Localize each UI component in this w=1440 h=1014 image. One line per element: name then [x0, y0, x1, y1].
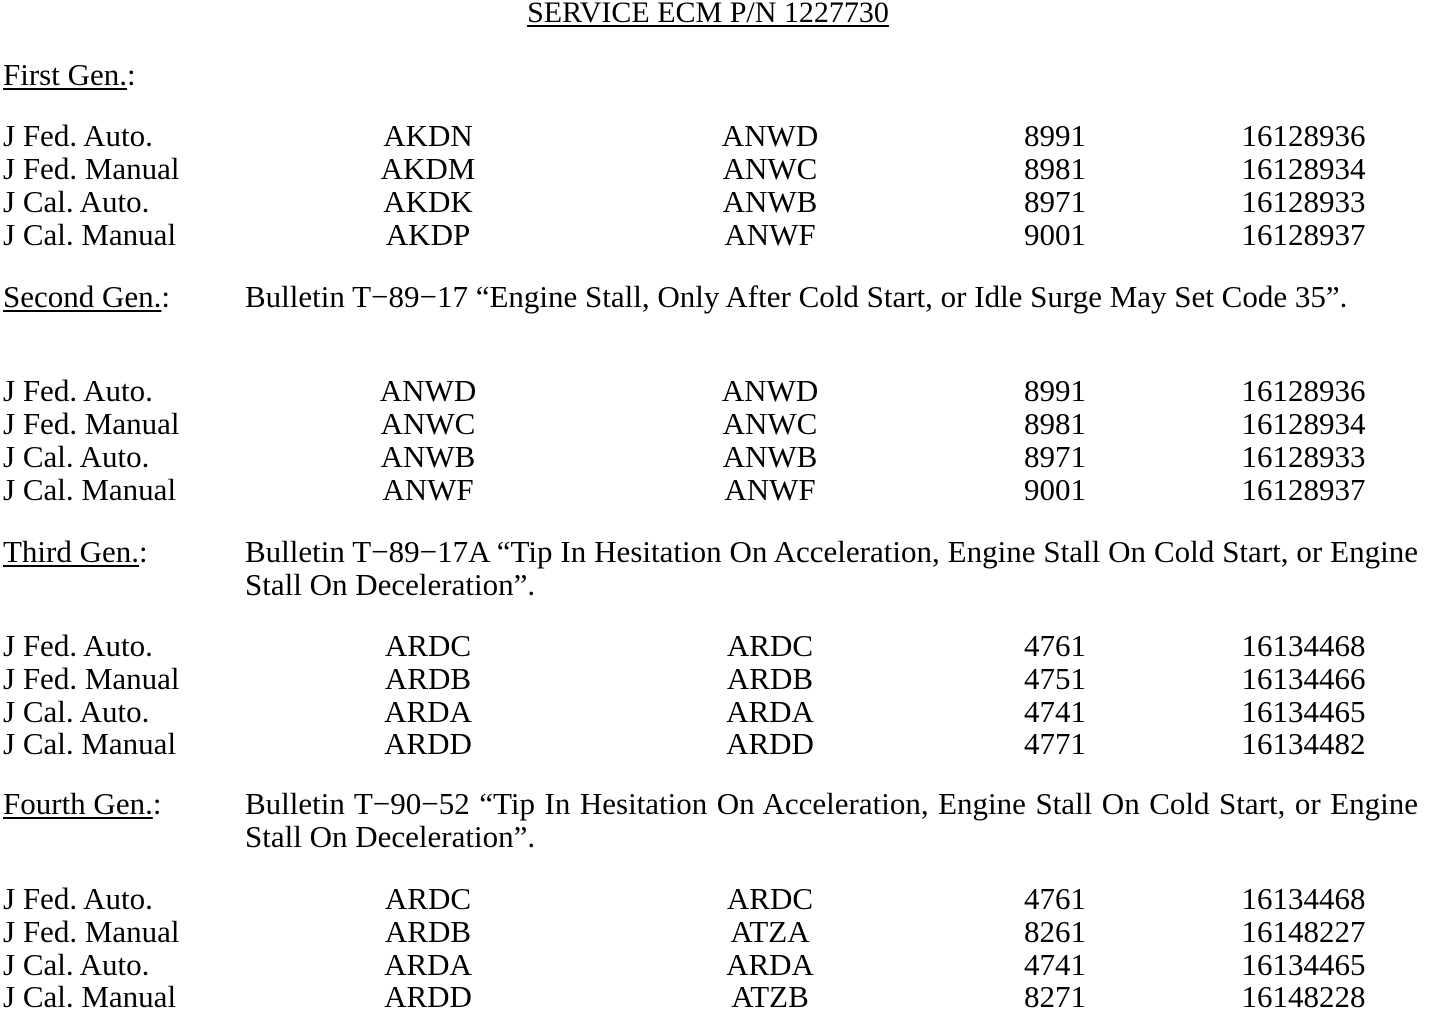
part-number-cell: 16128934	[1241, 151, 1366, 186]
number-cell: 8261	[1024, 914, 1086, 949]
table-row	[0, 695, 1440, 728]
model-cell: J Fed. Manual	[3, 914, 180, 949]
number-cell: 8991	[1024, 118, 1086, 153]
code-cell: AKDM	[380, 151, 476, 186]
model-cell: J Fed. Manual	[3, 406, 180, 441]
code-cell: ANWB	[722, 439, 818, 474]
number-cell: 8971	[1024, 439, 1086, 474]
code-cell: ATZA	[730, 914, 810, 949]
model-cell: J Fed. Auto.	[3, 628, 153, 663]
part-number-cell: 16134482	[1241, 726, 1366, 761]
table-row	[0, 185, 1440, 218]
part-number-cell: 16134465	[1241, 694, 1366, 729]
model-cell: J Fed. Auto.	[3, 373, 153, 408]
number-cell: 8271	[1024, 979, 1086, 1014]
code-cell: ANWF	[724, 472, 816, 507]
table-row	[0, 915, 1440, 948]
number-cell: 4771	[1024, 726, 1086, 761]
number-cell: 4761	[1024, 881, 1086, 916]
model-cell: J Cal. Manual	[3, 979, 177, 1014]
code-cell: ANWD	[721, 373, 819, 408]
number-cell: 9001	[1024, 217, 1086, 252]
part-number-cell: 16128933	[1241, 184, 1366, 219]
part-number-cell: 16128936	[1241, 373, 1366, 408]
part-number-cell: 16128934	[1241, 406, 1366, 441]
gen-label-first: First Gen.:	[3, 57, 136, 92]
table-row	[0, 629, 1440, 662]
model-cell: J Fed. Manual	[3, 661, 180, 696]
model-cell: J Cal. Auto.	[3, 184, 150, 219]
code-cell: ANWB	[722, 184, 818, 219]
bulletin-text: Bulletin T−90−52 “Tip In Hesitation On Acceleration, Engine Stall On Cold Start, or Engine Stall On Deceleration”.	[245, 786, 1418, 854]
code-cell: ANWD	[379, 373, 477, 408]
code-cell: ARDC	[384, 628, 472, 663]
model-cell: J Cal. Auto.	[3, 694, 150, 729]
code-cell: ANWC	[380, 406, 476, 441]
gen-label-fourth: Fourth Gen.:	[3, 786, 162, 821]
part-number-cell: 16128937	[1241, 217, 1366, 252]
model-cell: J Cal. Manual	[3, 726, 177, 761]
table-row	[0, 218, 1440, 251]
code-cell: AKDP	[385, 217, 471, 252]
part-number-cell: 16134466	[1241, 661, 1366, 696]
number-cell: 4741	[1024, 694, 1086, 729]
model-cell: J Cal. Auto.	[3, 947, 150, 982]
part-number-cell: 16134465	[1241, 947, 1366, 982]
table-row	[0, 980, 1440, 1013]
table-row	[0, 948, 1440, 981]
number-cell: 8971	[1024, 184, 1086, 219]
model-cell: J Cal. Manual	[3, 217, 177, 252]
code-cell: ARDA	[384, 947, 472, 982]
table-row	[0, 473, 1440, 506]
number-cell: 8991	[1024, 373, 1086, 408]
model-cell: J Fed. Manual	[3, 151, 180, 186]
model-cell: J Cal. Auto.	[3, 439, 150, 474]
code-cell: ARDC	[726, 628, 814, 663]
table-row	[0, 882, 1440, 915]
part-number-cell: 16148227	[1241, 914, 1366, 949]
model-cell: J Fed. Auto.	[3, 118, 153, 153]
code-cell: ANWF	[382, 472, 474, 507]
code-cell: ARDA	[384, 694, 472, 729]
part-number-cell: 16134468	[1241, 881, 1366, 916]
part-number-cell: 16148228	[1241, 979, 1366, 1014]
table-row	[0, 152, 1440, 185]
code-cell: AKDN	[383, 118, 473, 153]
table-row	[0, 662, 1440, 695]
code-cell: ARDD	[384, 726, 472, 761]
number-cell: 4761	[1024, 628, 1086, 663]
part-number-cell: 16134468	[1241, 628, 1366, 663]
code-cell: ANWD	[721, 118, 819, 153]
code-cell: ARDB	[726, 661, 814, 696]
code-cell: ARDC	[726, 881, 814, 916]
part-number-cell: 16128937	[1241, 472, 1366, 507]
part-number-cell: 16128936	[1241, 118, 1366, 153]
code-cell: ATZB	[731, 979, 809, 1014]
model-cell: J Cal. Manual	[3, 472, 177, 507]
number-cell: 9001	[1024, 472, 1086, 507]
code-cell: AKDK	[383, 184, 473, 219]
code-cell: ARDA	[726, 947, 814, 982]
code-cell: ARDD	[726, 726, 814, 761]
table-row	[0, 374, 1440, 407]
code-cell: ANWC	[722, 151, 818, 186]
code-cell: ARDB	[384, 661, 472, 696]
gen-label-third: Third Gen.:	[3, 534, 148, 569]
code-cell: ANWF	[724, 217, 816, 252]
table-row	[0, 119, 1440, 152]
code-cell: ARDB	[384, 914, 472, 949]
gen-label-second: Second Gen.:	[3, 279, 171, 314]
table-row	[0, 407, 1440, 440]
number-cell: 4741	[1024, 947, 1086, 982]
code-cell: ARDD	[384, 979, 472, 1014]
page-title: SERVICE ECM P/N 1227730	[527, 0, 889, 29]
number-cell: 4751	[1024, 661, 1086, 696]
code-cell: ANWC	[722, 406, 818, 441]
number-cell: 8981	[1024, 406, 1086, 441]
model-cell: J Fed. Auto.	[3, 881, 153, 916]
part-number-cell: 16128933	[1241, 439, 1366, 474]
code-cell: ARDA	[726, 694, 814, 729]
table-row	[0, 727, 1440, 760]
table-row	[0, 440, 1440, 473]
bulletin-text: Bulletin T−89−17 “Engine Stall, Only After Cold Start, or Idle Surge May Set Code 35”.	[245, 279, 1348, 314]
number-cell: 8981	[1024, 151, 1086, 186]
bulletin-text: Bulletin T−89−17A “Tip In Hesitation On Acceleration, Engine Stall On Cold Start, or Engine Stall On Deceleration”.	[245, 534, 1418, 602]
code-cell: ANWB	[380, 439, 476, 474]
code-cell: ARDC	[384, 881, 472, 916]
